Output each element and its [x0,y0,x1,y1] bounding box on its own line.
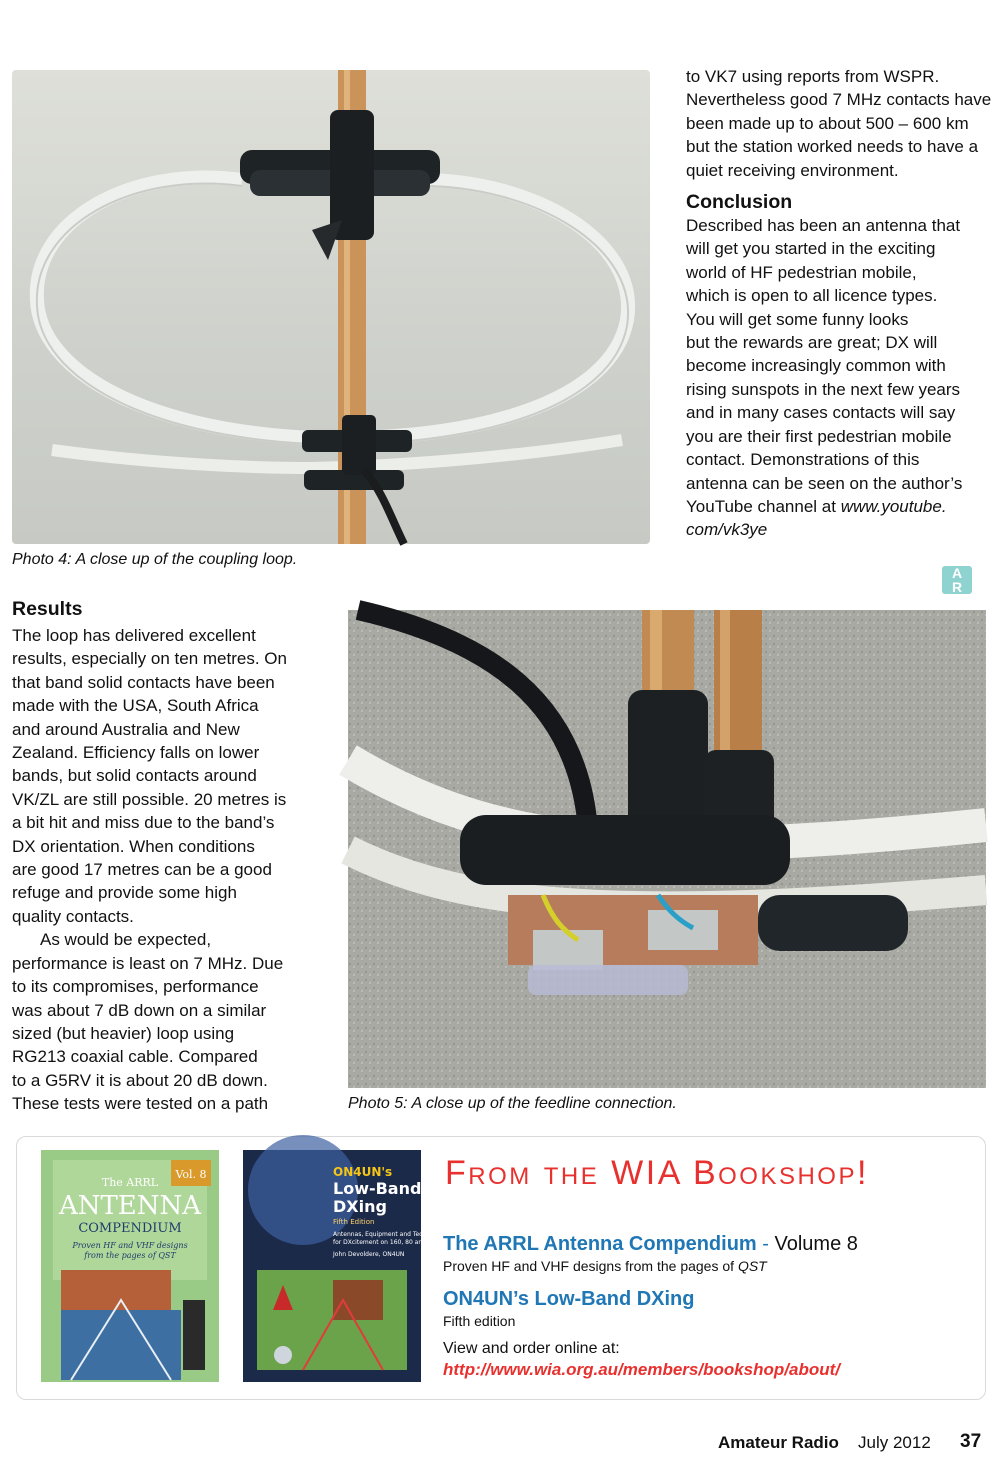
text-line: antenna can be seen on the author’s [686,473,963,493]
conclusion-paragraph [686,214,996,542]
text-line: Zealand. Efficiency falls on lower [12,743,260,763]
text-line: results, especially on ten metres. On [12,649,287,669]
book2-cover-main-2: DXing [333,1197,387,1216]
left-column [12,597,332,1116]
book1-cover-art [41,1150,219,1382]
book1-subtitle-source: QST [737,1258,767,1274]
ar-logo [942,566,972,594]
text-line: DX orientation. When conditions [12,836,255,856]
text-line: you are their first pedestrian mobile [686,426,952,446]
footer-issue: July 2012 [858,1433,931,1452]
text-line: that band solid contacts have been [12,672,275,692]
text-line: contact. Demonstrations of this [686,450,920,470]
text-line: will get you started in the exciting [686,239,936,259]
text-line: You will get some funny looks [686,309,909,329]
coupling-loop-illustration [12,70,650,544]
book1-subtitle-text: Proven HF and VHF designs from the pages of [443,1258,738,1274]
text-line: rising sunspots in the next few years [686,379,961,399]
bookshop-title: From the WIA Bookshop! [445,1154,869,1192]
text-line: to a G5RV it is about 20 dB down. [12,1070,268,1090]
text-line: are good 17 metres can be a good [12,860,272,880]
page-number: 37 [960,1431,982,1452]
photo5-caption: Photo 5: A close up of the feedline connection. [348,1095,677,1112]
text-line: world of HF pedestrian mobile, [686,262,917,282]
text-line: which is open to all licence types. [686,286,938,306]
youtube-link[interactable]: www.youtube. [840,496,947,516]
text-line: The loop has delivered excellent [12,626,256,645]
text-line: become increasingly common with [686,356,946,376]
book2-cover-main-1: Low-Band [333,1179,422,1198]
book1-cover-tagline-1: Proven HF and VHF designs [72,1241,188,1250]
text-line [686,495,996,518]
results-paragraph-2 [12,928,332,1115]
ar-logo-bottom: R [951,579,963,595]
text-line: was about 7 dB down on a similar [12,1000,267,1020]
text-line: quality contacts. [12,906,134,926]
photo-coupling-loop [12,70,650,544]
book2-subtitle: Fifth edition [443,1313,516,1329]
text-line: As would be expected, [40,930,212,950]
book2-cover-art [243,1150,458,1382]
text-line: These tests were tested on a path [12,1094,269,1114]
right-column-para1: to VK7 using reports from WSPR. Nevertheless good 7 MHz contacts have been made up to about 500 – 600 km but the station worked needs to have a quiet receiving environment. [686,67,992,180]
book1-subtitle [443,1258,767,1274]
book2-cover-desc-1: Antennas, Equipment and Techniques [333,1231,447,1238]
text-line [686,518,996,541]
book1-listing[interactable] [443,1233,858,1256]
results-heading: Results [12,598,83,620]
book1-cover-sub: COMPENDIUM [78,1221,182,1236]
book2-title[interactable]: ON4UN’s Low-Band DXing [443,1288,695,1310]
text-line: refuge and provide some high [12,883,237,903]
photo4-caption: Photo 4: A close up of the coupling loop. [12,551,298,568]
bookshop-url-link[interactable]: http://www.wia.org.au/members/bookshop/about/ [443,1360,841,1379]
text-line: to its compromises, performance [12,977,259,997]
feedline-illustration [348,610,986,1088]
book2-cover-edition: Fifth Edition [333,1218,375,1226]
text-line: made with the USA, South Africa [12,696,259,716]
book2-cover-author: John Devoldere, ON4UN [333,1251,405,1258]
text-line: Described has been an antenna that [686,216,961,236]
text-line: and in many cases contacts will say [686,403,956,423]
text-line: and around Australia and New [12,719,240,739]
conclusion-heading: Conclusion [686,191,793,214]
results-paragraph-1 [12,624,332,928]
youtube-link-continued[interactable]: com/vk3ye [686,520,768,540]
text-line: VK/ZL are still possible. 20 metres is [12,789,287,809]
text-line: sized (but heavier) loop using [12,1023,235,1043]
book-cover-low-band-dxing[interactable] [243,1150,458,1382]
book1-volume: Volume 8 [774,1233,858,1255]
photo-feedline-connection [348,610,986,1088]
book2-cover-desc-2: for DXcitement on 160, 80 and 40 Meters [333,1239,458,1246]
text-line: but the rewards are great; DX will [686,333,938,353]
book1-cover-top: The ARRL [101,1176,159,1189]
ar-logo-top: A [951,565,963,581]
book-cover-antenna-compendium[interactable] [41,1150,219,1382]
text-line: RG213 coaxial cable. Compared [12,1047,258,1067]
right-column [686,65,996,542]
book1-volume-label: Vol. 8 [175,1168,207,1181]
book1-cover-tagline-2: from the pages of QST [84,1251,176,1260]
book1-separator: - [756,1233,775,1255]
text-line: a bit hit and miss due to the band’s [12,813,275,833]
text-line: performance is least on 7 MHz. Due [12,953,284,973]
book2-cover-top: ON4UN's [333,1165,393,1179]
book1-cover-main: ANTENNA [58,1191,202,1221]
book1-title[interactable]: The ARRL Antenna Compendium [443,1233,757,1255]
footer-magazine: Amateur Radio [718,1433,839,1452]
order-text: View and order online at: [443,1340,620,1357]
text-line: bands, but solid contacts around [12,766,257,786]
text-segment: YouTube channel at [686,496,841,516]
